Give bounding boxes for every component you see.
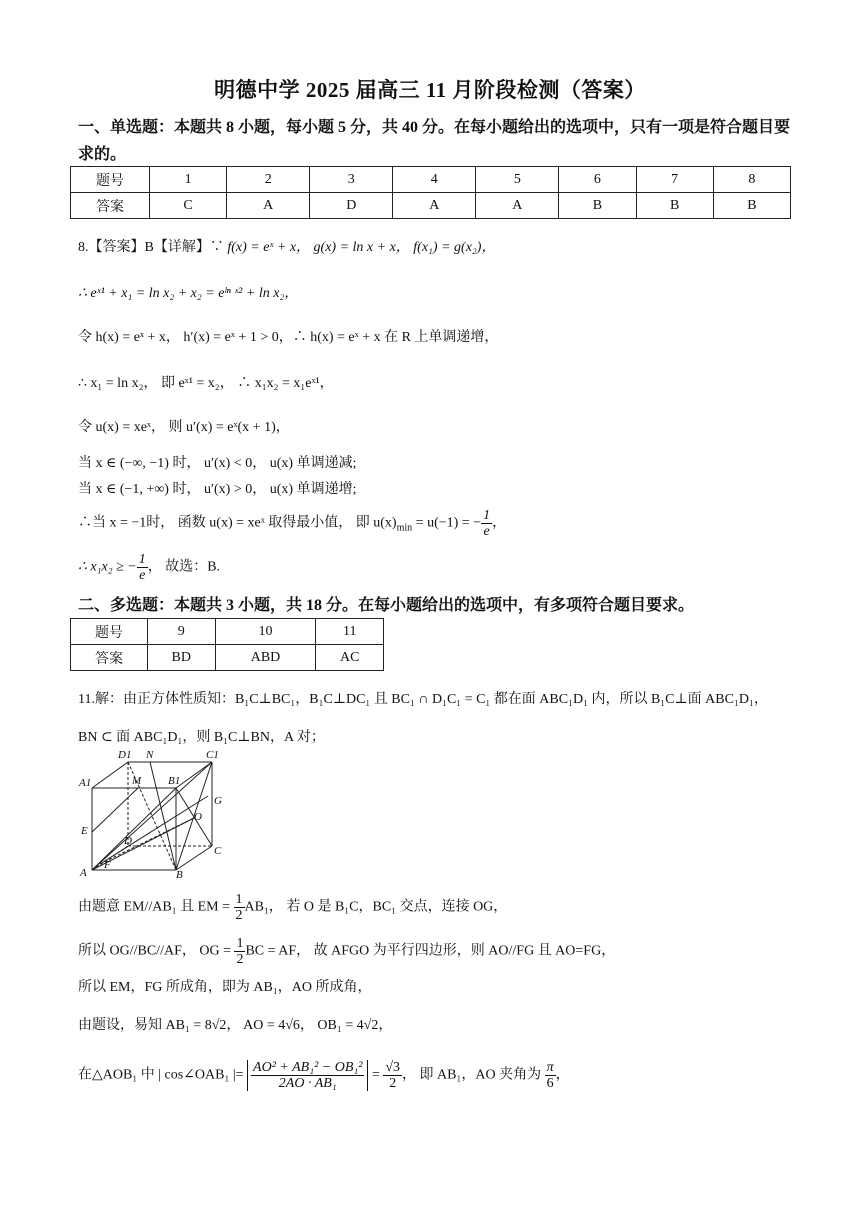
question-number: 5	[476, 167, 559, 193]
answer-cell: BD	[148, 645, 216, 671]
question-number: 1	[150, 167, 227, 193]
fraction	[251, 1060, 364, 1091]
edge-b1c1	[176, 762, 212, 788]
q11-end: ，	[555, 1067, 570, 1083]
row-label: 答案	[71, 193, 150, 219]
q11-og-text: 所以 OG//BC//AF， OG =	[78, 943, 235, 959]
q8-min-text: ∴当 x = −1时， 函数 u(x) = xeˣ 取得最小值， 即 u(x)	[78, 515, 397, 531]
row-label: 题号	[71, 619, 148, 645]
answer-cell: A	[227, 193, 310, 219]
q11-cos-text: 在△AOB₁ 中 | cos∠OAB₁ |=	[78, 1067, 248, 1083]
question-number: 3	[310, 167, 393, 193]
row-label: 题号	[71, 167, 150, 193]
fraction-denominator: 2	[236, 952, 244, 967]
fraction	[383, 1060, 402, 1091]
fraction-numerator: 1	[138, 552, 146, 567]
table-row	[71, 619, 384, 645]
q8-line-5: 令 u(x) = xeˣ， 则 u′(x) = eˣ(x + 1)，	[78, 420, 290, 435]
q8-line-3: 令 h(x) = eˣ + x， h′(x) = eˣ + 1 > 0，∴ h(x) = eˣ + x 在 R 上单调递增，	[78, 330, 499, 345]
question-number: 10	[215, 619, 316, 645]
section2-answer-table	[70, 618, 384, 671]
q8-line-8	[78, 508, 506, 539]
table-row	[71, 645, 384, 671]
table-row	[71, 167, 791, 193]
fraction-denominator: e	[483, 524, 490, 539]
fraction-numerator: 1	[483, 508, 491, 523]
q11-og-rest: BC = AF， 故 AFGO 为平行四边形，则 AO//FG 且 AO=FG，	[245, 943, 616, 959]
q8-min-sub: min	[396, 522, 413, 534]
q11-em-text: 由题意 EM//AB₁ 且 EM =	[78, 899, 234, 915]
q11-line-2: BN ⊂ 面 ABC₁D₁，则 B₁C⊥BN，A 对；	[78, 730, 325, 745]
q8-line-6: 当 x ∈ (−∞, −1) 时， u′(x) < 0， u(x) 单调递减;	[78, 456, 357, 471]
answer-cell: B	[713, 193, 790, 219]
q8-given: f(x) = eˣ + x， g(x) = ln x + x， f(x₁) = g(x₂)，	[227, 240, 496, 255]
q11-line-5: 所以 EM，FG 所成角，即为 AB₁，AO 所成角，	[78, 980, 372, 995]
figure-label: E	[81, 825, 88, 837]
cube-figure	[78, 746, 228, 878]
figure-label: G	[214, 795, 222, 807]
question-number: 11	[316, 619, 384, 645]
row-label: 答案	[71, 645, 148, 671]
figure-label: D1	[118, 749, 132, 761]
question-number: 2	[227, 167, 310, 193]
section1-answer-table	[70, 166, 791, 219]
figure-label: N	[146, 749, 154, 761]
question-number: 6	[559, 167, 636, 193]
figure-label: M	[132, 775, 142, 787]
question-number: 4	[393, 167, 476, 193]
q8-choice: ， 故选：B.	[147, 559, 221, 575]
section1-heading: 一、单选题：本题共 8 小题，每小题 5 分，共 40 分。在每小题给出的选项中，只有一项是符合题目要求的。	[78, 119, 791, 163]
figure-label: B	[176, 869, 183, 878]
answer-cell: AC	[316, 645, 384, 671]
fraction-denominator: 2	[235, 908, 243, 923]
segment-fg	[100, 796, 208, 864]
figure-label: A1	[79, 777, 92, 789]
q8-line-7: 当 x ∈ (−1, +∞) 时， u′(x) > 0， u(x) 单调递增;	[78, 482, 357, 497]
fraction-denominator: 2	[389, 1076, 397, 1091]
edge-bc	[176, 846, 212, 870]
q11-equals: =	[368, 1067, 384, 1083]
q8-line-1	[78, 236, 495, 256]
fraction	[234, 892, 245, 923]
answer-cell: B	[636, 193, 713, 219]
edge-ab1	[92, 788, 176, 870]
answer-cell: ABD	[215, 645, 316, 671]
question-number: 9	[148, 619, 216, 645]
figure-label: D	[124, 835, 132, 847]
fraction	[545, 1060, 556, 1091]
answer-cell: B	[559, 193, 636, 219]
fraction-numerator: AO² + AB₁² − OB₁²	[253, 1060, 363, 1075]
q8-line-2: ∴ eˣ¹ + x₁ = ln x₂ + x₂ = eˡⁿ ˣ² + ln x₂，	[78, 286, 299, 301]
q11-line-4	[78, 936, 615, 967]
figure-label: C	[214, 845, 222, 857]
figure-label: B1	[168, 775, 181, 787]
fraction-denominator: 2AO · AB₁	[278, 1076, 337, 1091]
figure-label: C1	[206, 749, 219, 761]
q11-line-6: 由题设，易知 AB₁ = 8√2， AO = 4√6， OB₁ = 4√2，	[78, 1018, 393, 1033]
question-number: 8	[713, 167, 790, 193]
q11-line-1: 11.解：由正方体性质知：B₁C⊥BC₁，B₁C⊥DC₁ 且 BC₁ ∩ D₁C₁ = C₁ 都在面 ABC₁D₁ 内，所以 B₁C⊥面 ABC₁D₁，	[78, 692, 768, 707]
q8-answer-prefix: 8.【答案】B【详解】∵	[78, 240, 228, 255]
fraction	[137, 552, 148, 583]
q8-min-end: ，	[492, 515, 507, 531]
figure-label: A	[80, 867, 87, 878]
q8-line-4: ∴ x₁ = ln x₂， 即 eˣ¹ = x₂， ∴ x₁x₂ = x₁eˣ¹，	[78, 376, 334, 391]
fraction-numerator: π	[546, 1060, 554, 1075]
answer-cell: C	[150, 193, 227, 219]
q8-line-9	[78, 552, 220, 583]
section2-heading: 二、多选题：本题共 3 小题，共 18 分。在每小题给出的选项中，有多项符合题目要求。	[78, 597, 695, 614]
fraction	[234, 936, 245, 967]
figure-label: F	[104, 859, 111, 871]
segment-em	[92, 788, 138, 832]
q11-line-7	[78, 1060, 570, 1091]
answer-cell: D	[310, 193, 393, 219]
q11-em-rest: AB₁， 若 O 是 B₁C，BC₁ 交点，连接 OG，	[244, 899, 508, 915]
answer-cell: A	[393, 193, 476, 219]
question-number: 7	[636, 167, 713, 193]
q11-angle-text: ， 即 AB₁，AO 夹角为	[402, 1067, 545, 1083]
table-row	[71, 193, 791, 219]
figure-label: O	[194, 811, 202, 823]
fraction	[481, 508, 492, 539]
fraction-numerator: 1	[235, 892, 243, 907]
page-title: 明德中学 2025 届高三 11 月阶段检测（答案）	[214, 78, 646, 102]
q8-min-eq: = u(−1) = −	[412, 515, 482, 531]
answer-cell: A	[476, 193, 559, 219]
fraction-denominator: e	[139, 568, 146, 583]
edge-a1d1	[92, 762, 128, 788]
q8-conclusion-text: ∴ x₁x₂ ≥ −	[78, 559, 137, 575]
fraction-numerator: 1	[236, 936, 244, 951]
fraction-denominator: 6	[546, 1076, 554, 1091]
fraction-numerator: √3	[385, 1060, 401, 1075]
absolute-value	[247, 1060, 368, 1091]
q11-line-3	[78, 892, 507, 923]
